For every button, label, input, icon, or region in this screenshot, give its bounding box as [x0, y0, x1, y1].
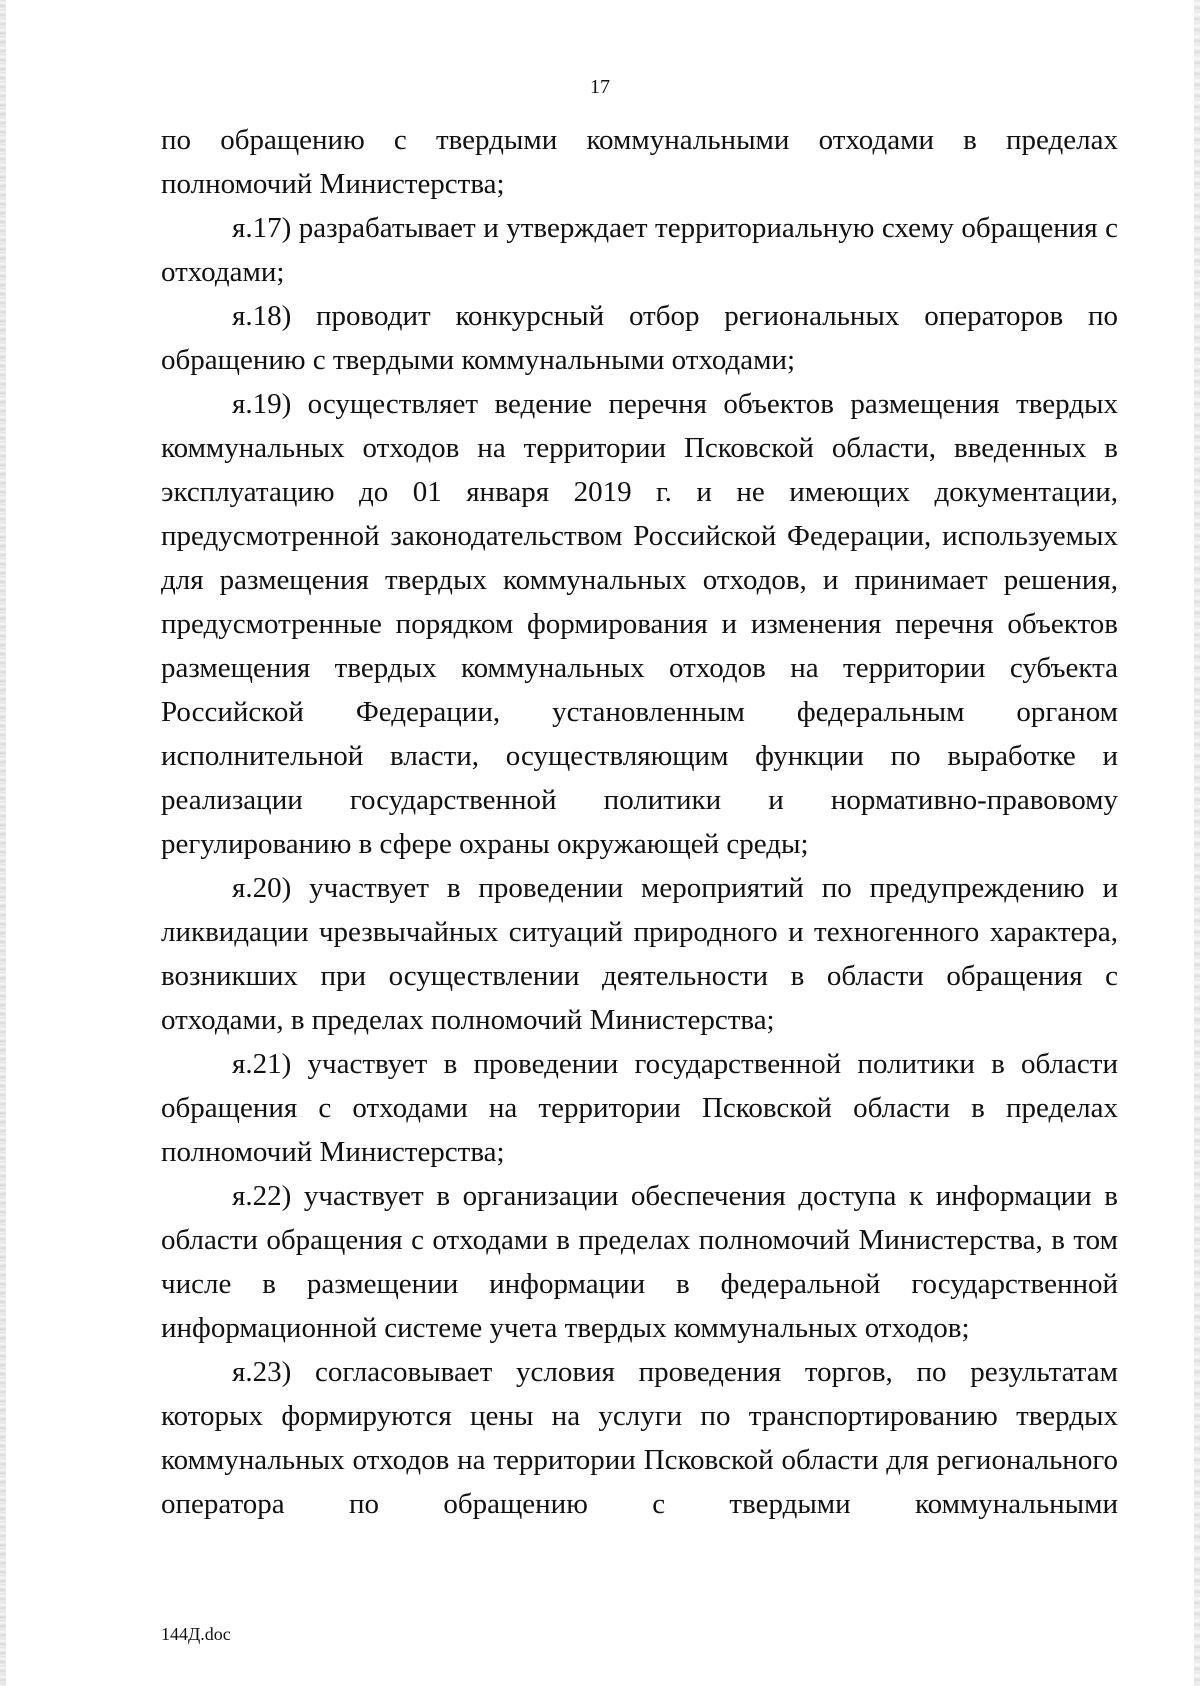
paragraph-item-20: я.20) участвует в проведении мероприятий по предупреждению и ликвидации чрезвычайных ситуаций природного и техногенного характера, возникших при осуществлении деятельности в области обращения с отходами, в пределах полномочий Министерства; [161, 872, 1118, 1036]
paragraph-item-23: я.23) согласовывает условия проведения торгов, по результатам которых формируются цены на услуги по транспортированию твердых коммунальных отходов на территории Псковской области для регионального оператора по обращению с твердыми коммунальными [161, 1356, 1118, 1520]
paragraph-item-21: я.21) участвует в проведении государственной политики в области обращения с отходами на территории Псковской области в пределах полномочий Министерства; [161, 1048, 1118, 1168]
scan-edge-right [1194, 0, 1200, 1686]
document-body [161, 118, 1118, 1526]
paragraph-item-22: я.22) участвует в организации обеспечения доступа к информации в области обращения с отходами в пределах полномочий Министерства, в том числе в размещении информации в федеральной государственной информационной системе учета твердых коммунальных отходов; [161, 1180, 1118, 1344]
paragraph-item-19: я.19) осуществляет ведение перечня объектов размещения твердых коммунальных отходов на территории Псковской области, введенных в эксплуатацию до 01 января 2019 г. и не имеющих документации, предусмотренной законодательством Российской Федерации, используемых для размещения твердых коммунальных отходов, и принимает решения, предусмотренные порядком формирования и изменения перечня объектов размещения твердых коммунальных отходов на территории субъекта Российской Федерации, установленным федеральным органом исполнительной власти, осуществляющим функции по выработке и реализации государственной политики и нормативно-правовому регулированию в сфере охраны окружающей среды; [161, 388, 1118, 860]
paragraph-item-17: я.17) разрабатывает и утверждает территориальную схему обращения с отходами; [161, 212, 1118, 288]
file-name-footer: 144Д.doc [161, 1624, 231, 1644]
scan-edge-left [0, 0, 6, 1686]
page-number: 17 [590, 76, 610, 98]
paragraph-item-18: я.18) проводит конкурсный отбор региональных операторов по обращению с твердыми коммунальными отходами; [161, 300, 1118, 376]
paragraph-continuation: по обращению с твердыми коммунальными отходами в пределах полномочий Министерства; [161, 124, 1118, 200]
